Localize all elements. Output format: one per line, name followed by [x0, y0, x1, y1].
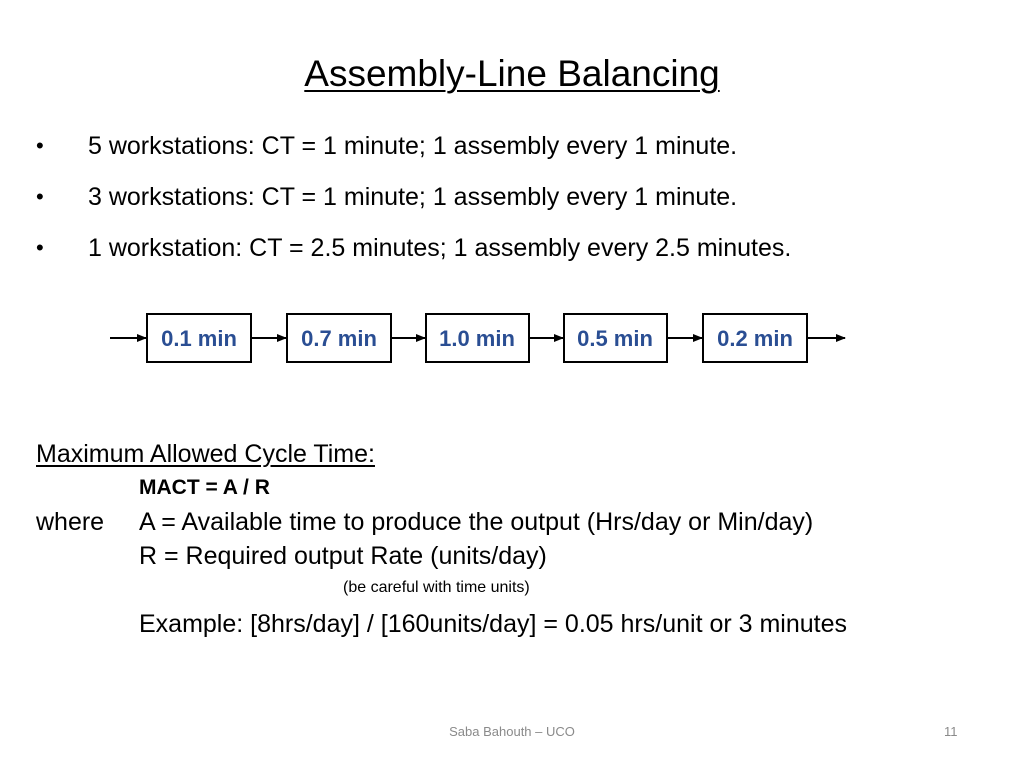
page-number: 11 — [944, 724, 958, 739]
slide-title-text: Assembly-Line Balancing — [304, 53, 720, 94]
bullet-marker: • — [36, 133, 44, 158]
workstation-box — [426, 314, 529, 362]
bullet-marker: • — [36, 184, 44, 209]
bullet-item — [0, 181, 1024, 213]
workstation-flow-diagram — [0, 300, 1024, 380]
bullet-text: 5 workstations: CT = 1 minute; 1 assembly every 1 minute. — [88, 132, 738, 160]
footer-author — [0, 724, 1024, 739]
bullet-marker: • — [36, 235, 44, 260]
bullet-item — [0, 232, 1024, 264]
mact-heading: Maximum Allowed Cycle Time: — [36, 440, 375, 468]
bullet-text: 3 workstations: CT = 1 minute; 1 assembly every 1 minute. — [88, 183, 738, 211]
bullet-text: 1 workstation: CT = 2.5 minutes; 1 assembly every 2.5 minutes. — [88, 234, 792, 262]
definition-r: R = Required output Rate (units/day) — [139, 542, 547, 570]
example-calculation: Example: [8hrs/day] / [160units/day] = 0.05 hrs/unit or 3 minutes — [139, 610, 848, 638]
workstation-time-label: 0.2 min — [717, 326, 793, 351]
slide-title — [0, 52, 1024, 96]
time-units-note: (be careful with time units) — [343, 579, 530, 596]
bullet-item — [0, 130, 1024, 162]
workstation-time-label: 0.1 min — [161, 326, 237, 351]
where-label: where — [36, 508, 105, 536]
workstation-time-label: 0.7 min — [301, 326, 377, 351]
footer-author-text: Saba Bahouth – UCO — [449, 724, 575, 739]
workstation-time-label: 1.0 min — [439, 326, 515, 351]
workstation-box — [287, 314, 391, 362]
definition-a: A = Available time to produce the output (Hrs/day or Min/day) — [139, 508, 814, 536]
workstation-box — [564, 314, 667, 362]
workstation-time-label: 0.5 min — [577, 326, 653, 351]
workstation-box — [147, 314, 251, 362]
workstation-box — [703, 314, 807, 362]
mact-formula: MACT = A / R — [139, 476, 270, 499]
